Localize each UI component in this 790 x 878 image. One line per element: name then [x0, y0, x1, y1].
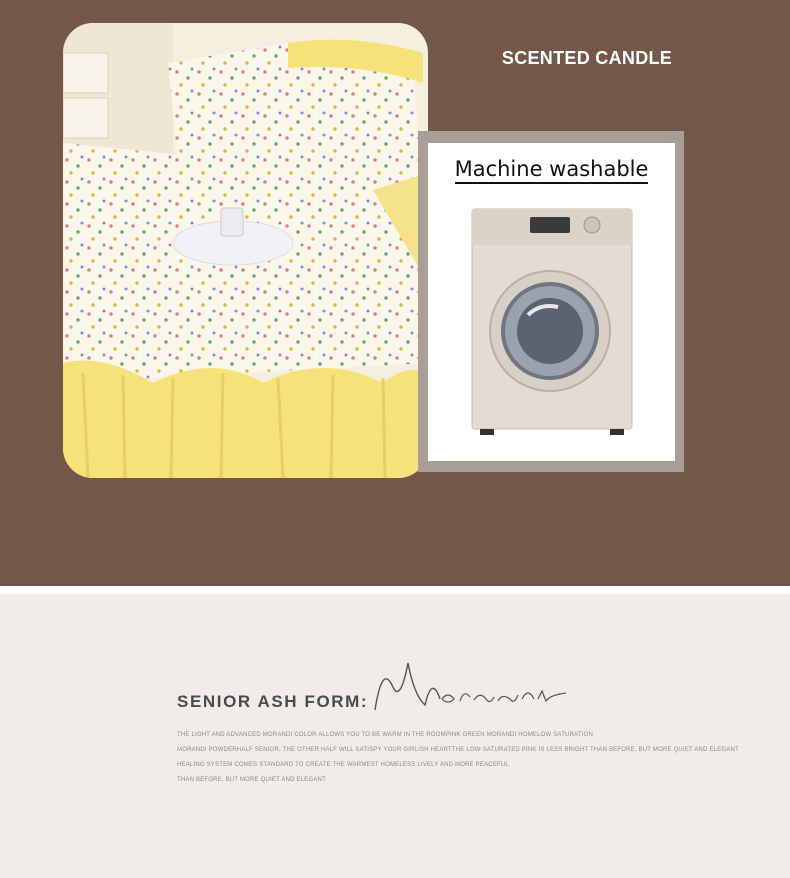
divider: [0, 586, 790, 594]
scented-candle-title: SCENTED CANDLE: [501, 48, 673, 68]
card-title: [428, 157, 675, 181]
bedding-photo: [63, 23, 428, 478]
washing-machine-icon: [470, 207, 634, 437]
desc-line-4: THAN BEFORE, BUT MORE QUIET AND ELEGANT: [177, 777, 326, 783]
machine-washable-card: [428, 143, 675, 461]
morandi-signature: [370, 655, 580, 715]
desc-line-2: MORANDI POWDERHALF SENIOR, THE OTHER HALF WILL SATISPY YOUR GIRLISH HEARTTHE LOW-SATURATED PINK IS LESS BRIGHT THAN BEFORE, BUT MORE QUIET AND ELEGANT: [177, 747, 739, 753]
card-title-text: Machine washable: [455, 157, 649, 184]
desc-line-1: THE LIGHT AND ADVANCED MORANDI COLOR ALLOWS YOU TO BE WARM IN THE ROOMPINK GREEN MORANDI HOMELOW SATURATION: [177, 732, 594, 738]
desc-line-3: HEALING SYSTEM COMES STANDARD TO CREATE THE WARMEST HOMELESS LIVELY AND MORE PEACEFUL: [177, 762, 509, 768]
senior-ash-heading: SENIOR ASH FORM:: [177, 692, 369, 711]
